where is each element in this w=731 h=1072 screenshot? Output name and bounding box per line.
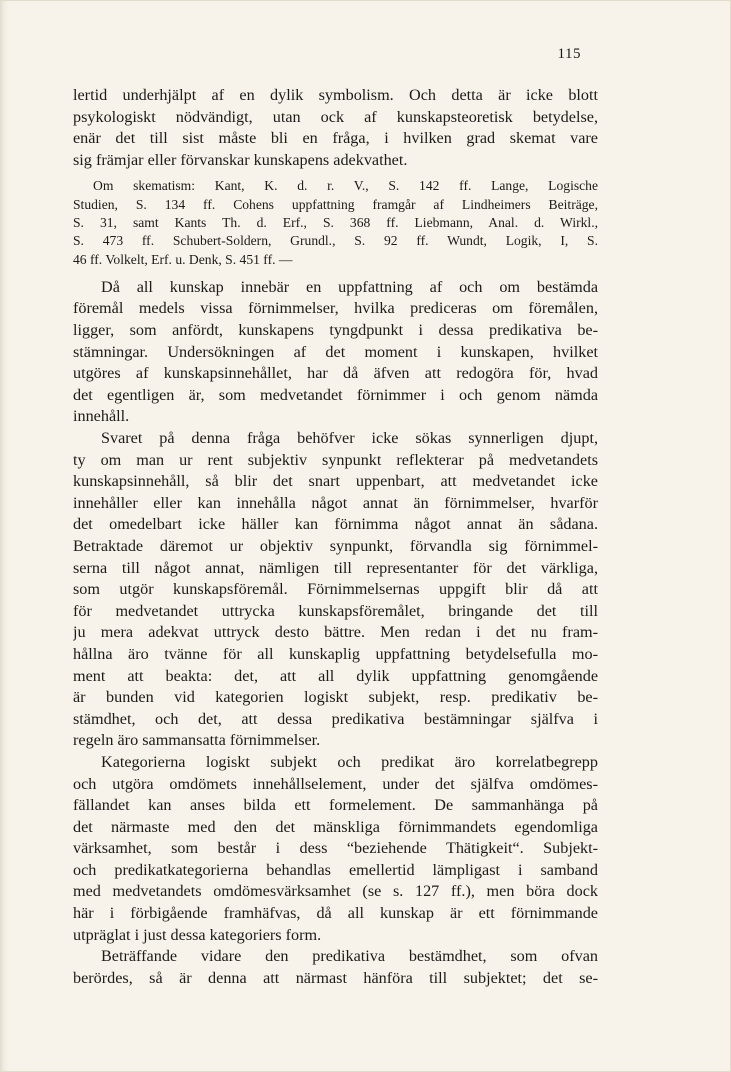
paragraph [73, 277, 598, 428]
text-line: och utgöra omdömets innehållselement, under det själfva omdömes- [73, 774, 598, 793]
text-line: S. 473 ff. Schubert-Soldern, Grundl., S. 92 ff. Wundt, Logik, I, S. [73, 233, 598, 249]
text-line: Studien, S. 134 ff. Cohens uppfattning framgår af Lindheimers Beiträge, [73, 196, 598, 212]
text-line: det omedelbart icke häller kan förnimma något annat än sådana. [73, 515, 598, 534]
text-line: för medvetandet uttrycka kunskapsföremålet, bringande det till [73, 601, 598, 620]
text-line: och predikatkategorierna behandlas emellertid lämpligast i samband [73, 860, 598, 879]
page-text [73, 85, 598, 989]
text-line: Svaret på denna fråga behöfver icke sökas synnerligen djupt, [101, 429, 598, 448]
text-line: Kategorierna logiskt subjekt och predikat äro korrelatbegrepp [101, 752, 598, 771]
paragraph [73, 946, 598, 989]
text-line: ju mera adekvat uttryck desto bättre. Men redan i det nu fram- [73, 623, 598, 642]
text-line: är bunden vid kategorien logiskt subjekt, resp. predikativ be- [73, 688, 598, 707]
text-line: utpräglat i just dessa kategoriers form. [73, 925, 322, 944]
text-line: sig främjar eller förvanskar kunskapens adekvathet. [73, 150, 408, 169]
text-line: innehåller eller kan innehålla något annat än förnimmelser, hvarför [73, 493, 598, 512]
text-line: som utgör kunskapsföremål. Förnimmelsernas uppgift blir då att [73, 580, 598, 599]
text-line: S. 31, samt Kants Th. d. Erf., S. 368 ff. Liebmann, Anal. d. Wirkl., [73, 214, 598, 230]
text-line: kunskapsinnehåll, så blir det snart uppenbart, att medvetandet icke [73, 472, 598, 491]
spacer [73, 269, 598, 277]
text-line: utgöres af kunskapsinnehållet, har då äfven att redogöra för, hvad [73, 364, 598, 383]
text-line: föremål medels vissa förnimmelser, hvilka prediceras om föremålen, [73, 299, 598, 318]
text-line: hållna äro tvänne för all kunskaplig uppfattning betydelsefulla mo- [73, 644, 598, 663]
text-line: värksamhet, som består i dess “beziehende Thätigkeit“. Subjekt- [73, 839, 598, 858]
text-line: enär det till sist måste bli en fråga, i hvilken grad skemat vare [73, 129, 598, 148]
text-line: 46 ff. Volkelt, Erf. u. Denk, S. 451 ff. — [73, 251, 293, 267]
text-line: ligger, som anfördt, kunskapens tyngdpunkt i dessa predikativa be- [73, 321, 598, 340]
text-line: psykologiskt nödvändigt, utan ock af kunskapsteoretisk betydelse, [73, 107, 598, 126]
text-line: lertid underhjälpt af en dylik symbolism. Och detta är icke blott [73, 86, 598, 104]
footnote-block [73, 177, 598, 268]
text-line: serna till något annat, nämligen till representanter för det värkliga, [73, 558, 598, 577]
paragraph [73, 85, 598, 171]
paragraph [73, 752, 598, 946]
text-line: med medvetandets omdömesvärksamhet (se s. 127 ff.), men böra dock [73, 882, 598, 901]
paragraph [73, 428, 598, 752]
text-line: stämningar. Undersökningen af det moment i kunskapen, hvilket [73, 342, 598, 361]
text-line: Beträffande vidare den predikativa bestämdhet, som ofvan [101, 947, 598, 966]
text-line: fällandet kan anses bilda ett formelement. De sammanhänga på [73, 796, 598, 815]
text-line: Betraktade däremot ur objektiv synpunkt, förvandla sig förnimmel- [73, 536, 598, 555]
text-line: berördes, så är denna att närmast hänföra till subjektet; det se- [73, 968, 598, 987]
text-line: det egentligen är, som medvetandet förnimmer i och genom nämda [73, 385, 598, 404]
text-line: det närmaste med den det mänskliga förnimmandets egendomliga [73, 817, 598, 836]
text-line: regeln äro sammansatta förnimmelser. [73, 731, 321, 750]
text-line: Om skematism: Kant, K. d. r. V., S. 142 ff. Lange, Logische [93, 178, 598, 194]
text-line: här i förbigående framhäfvas, då all kunskap är ett förnimmande [73, 904, 598, 923]
text-line: ty om man ur rent subjektiv synpunkt reflekterar på medvetandets [73, 450, 598, 469]
text-line: Då all kunskap innebär en uppfattning af och om bestämda [101, 277, 598, 296]
text-line: innehåll. [73, 407, 130, 426]
text-line: ment att beakta: det, att all dylik uppfattning genomgående [73, 666, 598, 685]
text-line: stämdhet, och det, att dessa predikativa bestämningar själfva i [73, 709, 598, 728]
page-number: 115 [557, 46, 581, 62]
